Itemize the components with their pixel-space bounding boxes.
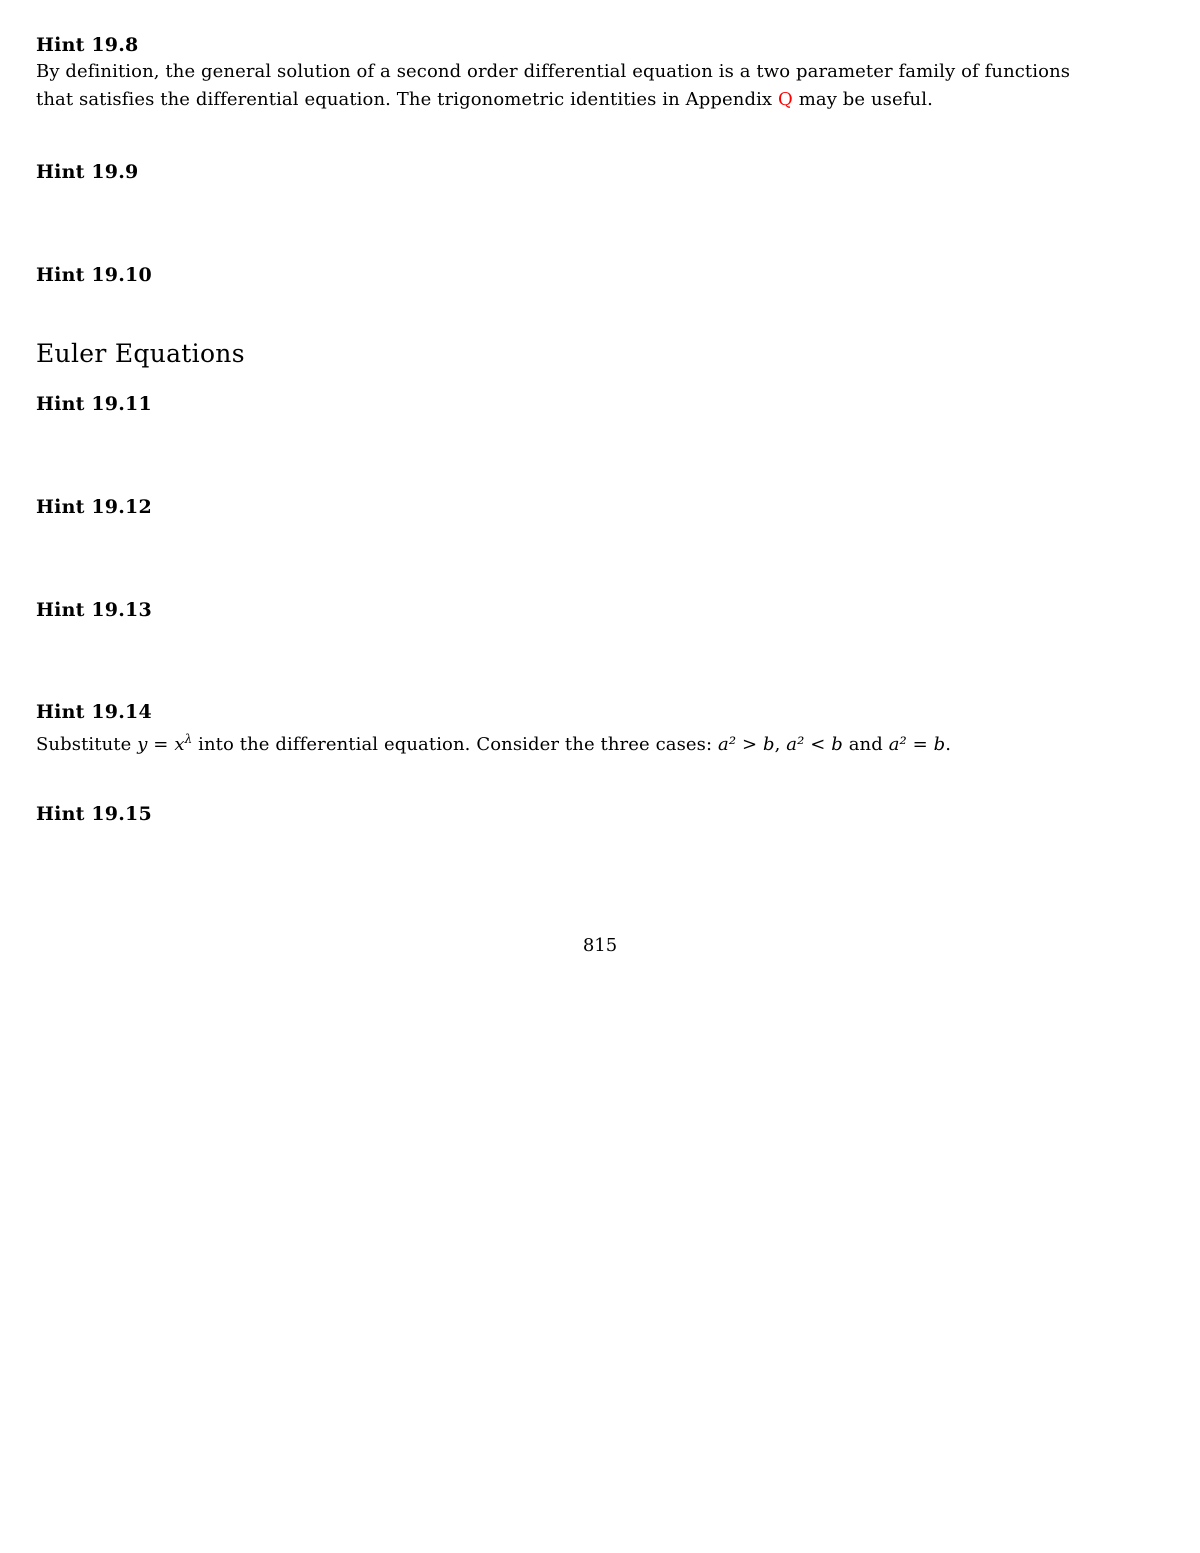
hint-text: and: [842, 734, 889, 755]
hint-body-line: [36, 86, 1176, 114]
appendix-q-link[interactable]: Q: [778, 89, 793, 110]
math-case-2: a² < b: [786, 734, 843, 755]
hint-19-10: [36, 263, 1176, 287]
hint-body-line: [36, 725, 1176, 759]
hint-title: Hint 19.12: [36, 496, 152, 518]
hint-text: Substitute: [36, 734, 138, 755]
hint-title: Hint 19.9: [36, 161, 139, 183]
hint-19-12: [36, 495, 1176, 519]
hint-title: Hint 19.11: [36, 393, 152, 415]
hint-text: into the differential equation. Consider the three cases:: [192, 734, 719, 755]
hint-title: Hint 19.10: [36, 264, 152, 286]
hint-19-13: [36, 598, 1176, 622]
math-expression: y = x: [137, 734, 185, 755]
hint-text: may be useful.: [792, 89, 933, 110]
hint-19-8: [36, 33, 1176, 114]
math-case-3: a² = b: [888, 734, 946, 755]
euler-equations-section: [36, 339, 1176, 369]
hint-19-14: [36, 700, 1176, 759]
hint-title: Hint 19.8: [36, 34, 139, 56]
hint-title: Hint 19.13: [36, 599, 152, 621]
hint-19-15: [36, 802, 1176, 826]
hint-title: Hint 19.14: [36, 701, 152, 723]
hint-text: ,: [774, 734, 787, 755]
hint-text: .: [945, 734, 952, 755]
section-heading: Euler Equations: [36, 339, 245, 368]
page-number: 815: [582, 935, 618, 956]
math-case-1: a² > b: [718, 734, 775, 755]
hint-title: Hint 19.15: [36, 803, 152, 825]
hint-body-line: By definition, the general solution of a second order differential equation is a two parameter family of functions: [36, 61, 1071, 82]
hint-19-11: [36, 392, 1176, 416]
hint-19-9: [36, 160, 1176, 184]
math-superscript: λ: [184, 732, 193, 746]
hint-text: that satisfies the differential equation. The trigonometric identities in Appendix: [36, 89, 779, 110]
